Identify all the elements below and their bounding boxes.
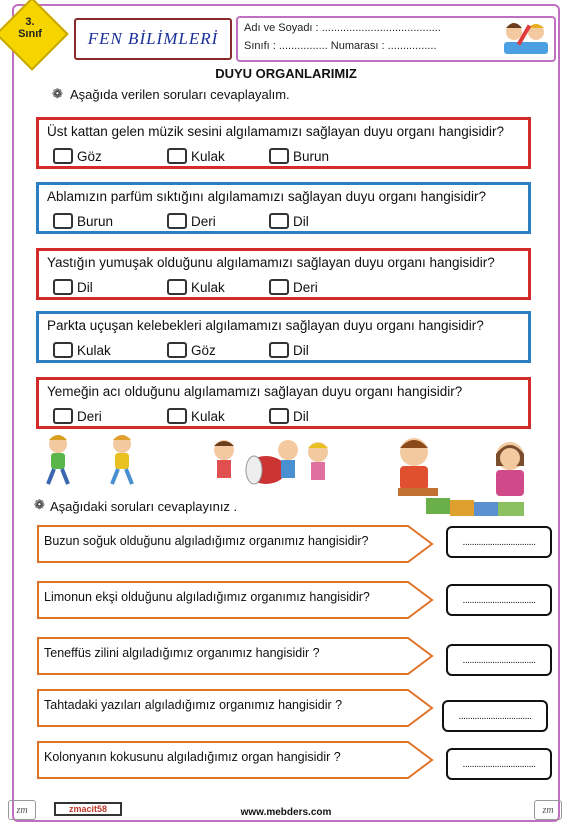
answer-box[interactable]: ................................ [446,644,552,676]
question-text: Tahtadaki yazıları algıladığımız organımız hangisidir ? [44,698,343,712]
option[interactable]: Deri [269,279,318,295]
checkbox[interactable] [53,213,73,229]
question-box-1 [36,117,531,169]
page-title: DUYU ORGANLARIMIZ [215,66,357,81]
option[interactable]: Burun [269,148,329,164]
option[interactable]: Burun [53,213,113,229]
student-name-line[interactable]: Adı ve Soyadı : ....................................... [244,22,441,34]
arrow-question-4 [36,686,436,730]
section2-instruction: Aşağıdaki soruları cevaplayınız . [50,499,238,514]
checkbox[interactable] [269,213,289,229]
checkbox[interactable] [167,279,187,295]
student-class-line[interactable]: Sınıfı : ................ Numarası : ................ [244,40,437,52]
question-text: Teneffüs zilini algıladığımız organımız hangisidir ? [44,646,320,660]
option[interactable]: Dil [53,279,93,295]
flower-icon: ❁ [34,497,45,512]
checkbox[interactable] [269,148,289,164]
checkbox[interactable] [269,279,289,295]
girl-puzzle-illustration [420,440,550,520]
question-box-5 [36,377,531,429]
answer-box[interactable]: ................................ [446,526,552,558]
option[interactable]: Göz [53,148,102,164]
arrow-question-2 [36,578,436,622]
checkbox[interactable] [53,408,73,424]
grade-badge-text [10,16,50,40]
option[interactable]: Deri [53,408,102,424]
option[interactable]: Kulak [167,408,225,424]
checkbox[interactable] [53,279,73,295]
question-text: Kolonyanın kokusunu algıladığımız organ hangisidir ? [44,750,341,764]
checkbox[interactable] [167,148,187,164]
flower-icon: ❁ [52,86,63,101]
answer-box[interactable]: ................................ [446,748,552,780]
answer-box[interactable]: ................................ [442,700,548,732]
corner-mark-left: zm [8,800,36,820]
children-running-illustration [36,432,156,488]
question-text: Üst kattan gelen müzik sesini algılamamızı sağlayan duyu organı hangisidir? [47,124,504,139]
option[interactable]: Kulak [167,279,225,295]
option[interactable]: Dil [269,408,309,424]
checkbox[interactable] [53,342,73,358]
question-text: Parkta uçuşan kelebekleri algılamamızı sağlayan duyu organı hangisidir? [47,318,484,333]
children-drum-illustration [206,436,336,490]
question-box-3 [36,248,531,300]
question-text: Limonun ekşi olduğunu algıladığımız organımız hangisidir? [44,590,370,604]
arrow-question-1 [36,522,436,566]
option[interactable]: Kulak [53,342,111,358]
arrow-question-5 [36,738,436,782]
option[interactable]: Dil [269,213,309,229]
option[interactable]: Dil [269,342,309,358]
question-text: Yemeğin acı olduğunu algılamamızı sağlayan duyu organı hangisidir? [47,384,463,399]
checkbox[interactable] [167,213,187,229]
checkbox[interactable] [53,148,73,164]
answer-box[interactable]: ................................ [446,584,552,616]
question-box-2 [36,182,531,234]
question-text: Yastığın yumuşak olduğunu algılamamızı sağlayan duyu organı hangisidir? [47,255,495,270]
arrow-question-3 [36,634,436,678]
option[interactable]: Kulak [167,148,225,164]
checkbox[interactable] [269,342,289,358]
website-link[interactable]: www.mebders.com [240,807,332,818]
grade-suffix: Sınıf [18,28,42,40]
question-text: Ablamızın parfüm sıktığını algılamamızı sağlayan duyu organı hangisidir? [47,189,486,204]
kids-writing-illustration [498,18,554,58]
option[interactable]: Deri [167,213,216,229]
option[interactable]: Göz [167,342,216,358]
checkbox[interactable] [269,408,289,424]
question-box-4 [36,311,531,363]
question-text: Buzun soğuk olduğunu algıladığımız organımız hangisidir? [44,534,369,548]
section1-instruction: Aşağıda verilen soruları cevaplayalım. [70,87,290,102]
author-code: zmacit58 [54,802,122,816]
checkbox[interactable] [167,408,187,424]
checkbox[interactable] [167,342,187,358]
subject-title: FEN BİLİMLERİ [74,18,232,60]
grade-number: 3. [25,16,35,28]
corner-mark-right: zm [534,800,562,820]
